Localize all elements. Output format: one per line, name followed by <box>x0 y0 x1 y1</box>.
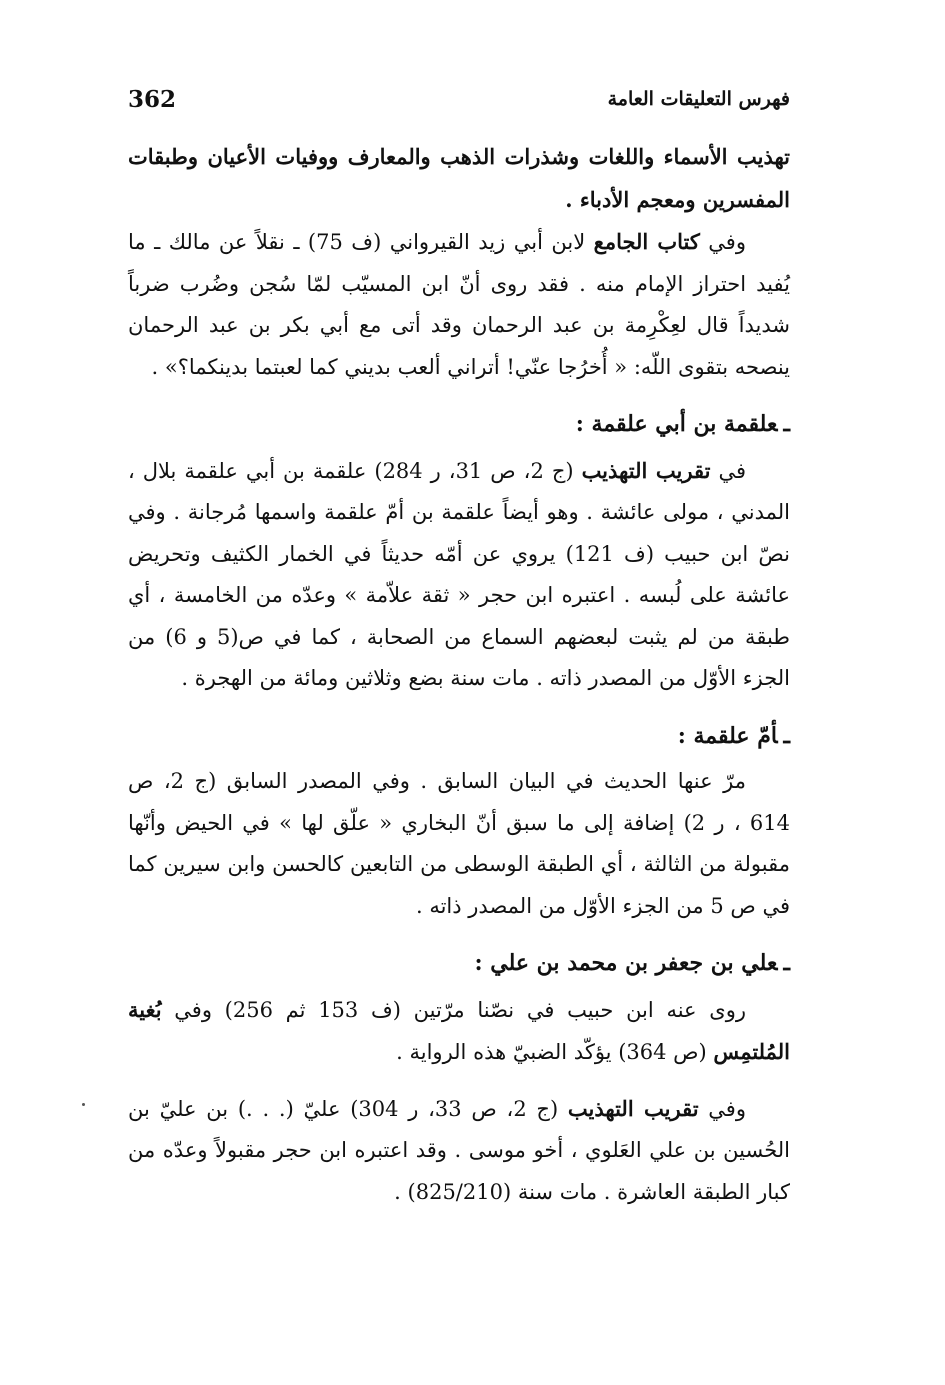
intro-paragraph-2-lead: وفي <box>699 230 746 254</box>
section-ali-paragraph-2 <box>128 1088 790 1214</box>
section-ali-paragraph-1-bold: بُغية المُلتمِس <box>128 996 790 1064</box>
intro-paragraph-2 <box>128 221 790 388</box>
section-ali-paragraph-1-rest: (ص 364) يؤكّد الضبيّ هذه الرواية . <box>396 1040 714 1064</box>
section-ali-paragraph-1-lead: روى عنه ابن حبيب في نصّنا مرّتين (ف 153 ثم 256) وفي <box>161 997 746 1022</box>
section-umm-alqama-text: مرّ عنها الحديث في البيان السابق . وفي المصدر السابق (ج 2، ص 614 ، ر 2) إضافة إلى ما سبق أنّ البخاري « علّق لها » في الحيض وأنّها مقبولة من الثالثة ، أي الطبقة الوسطى من التابعين كالحسن وابن سيرين كما في ص 5 من الجزء الأوّل من المصدر ذاته . <box>128 769 790 918</box>
section-heading-ali-bin-jafar-text: علي بن جعفر بن محمد بن علي : <box>474 950 778 976</box>
section-alqama-lead: في <box>710 458 746 483</box>
heading-dash: ـ <box>783 411 790 437</box>
page-number: 362 <box>128 86 177 113</box>
heading-dash: ـ <box>783 950 790 976</box>
page-header <box>128 86 790 122</box>
scan-speck <box>82 1103 85 1106</box>
section-ali-paragraph-2-rest: (ج 2، ص 33، ر 304) عليّ (. . .) بن عليّ بن الحُسين بن علي العَلوي ، أخو موسى . وقد اعتبره ابن حجر مقبولاً وعدّه من كبار الطبقة العاشرة . مات سنة (825/210) . <box>128 1096 790 1204</box>
section-heading-umm-alqama-text: أمّ علقمة : <box>677 722 778 749</box>
intro-paragraph-1-text: تهذيب الأسماء واللغات وشذرات الذهب والمعارف ووفيات الأعيان وطبقات المفسرين ومعجم الأدباء . <box>128 144 790 212</box>
section-ali-paragraph-2-lead: وفي <box>698 1096 746 1121</box>
intro-paragraph-2-bold: كتاب الجامع <box>593 229 700 254</box>
intro-paragraph-2-rest: لابن أبي زيد القيرواني (ف 75) ـ نقلاً عن مالك ـ ما يُفيد احتراز الإمام منه . فقد روى أنّ ابن المسيّب لمّا سُجن وضُرب ضرباً شديداً قال لعِكْرِمة بن عبد الرحمان وقد أتى مع أبي بكر بن عبد الرحمان ينصحه بتقوى اللّه: « أُخرُجا عنّي! أتراني ألعب بديني كما لعبتما بدينكما؟» . <box>128 230 790 379</box>
heading-dash: ـ <box>783 722 790 749</box>
section-alqama-bold: تقريب التهذيب <box>581 457 711 483</box>
running-title: فهرس التعليقات العامة <box>607 88 790 110</box>
section-alqama-paragraph <box>128 450 790 700</box>
section-ali-paragraph-1 <box>128 989 790 1074</box>
section-heading-umm-alqama <box>128 716 790 758</box>
section-heading-ali-bin-jafar <box>128 943 790 985</box>
section-heading-alqama <box>128 404 790 446</box>
section-alqama-rest: (ج 2، ص 31، ر 284) علقمة بن أبي علقمة بلال ، المدني ، مولى عائشة . وهو أيضاً علقمة بن أمّ علقمة واسمها مُرجانة . وفي نصّ ابن حبيب (ف 121) يروي عن أمّه حديثاً في الخمار الكثيف وتحريض عائشة على لُبسه . اعتبره ابن حجر « ثقة علاّمة » وعدّه من الخامسة ، أي طبقة من لم يثبت لبعضهم السماع من الصحابة ، كما في ص(5 و 6) من الجزء الأوّل من المصدر ذاته . مات سنة بضع وثلاثين ومائة من الهجرة . <box>128 458 790 690</box>
section-umm-alqama-paragraph <box>128 761 790 927</box>
section-heading-alqama-text: علقمة بن أبي علقمة : <box>575 411 778 437</box>
section-ali-paragraph-2-bold: تقريب التهذيب <box>567 1095 699 1121</box>
intro-paragraph-1 <box>128 136 790 221</box>
body-text <box>128 136 790 1213</box>
